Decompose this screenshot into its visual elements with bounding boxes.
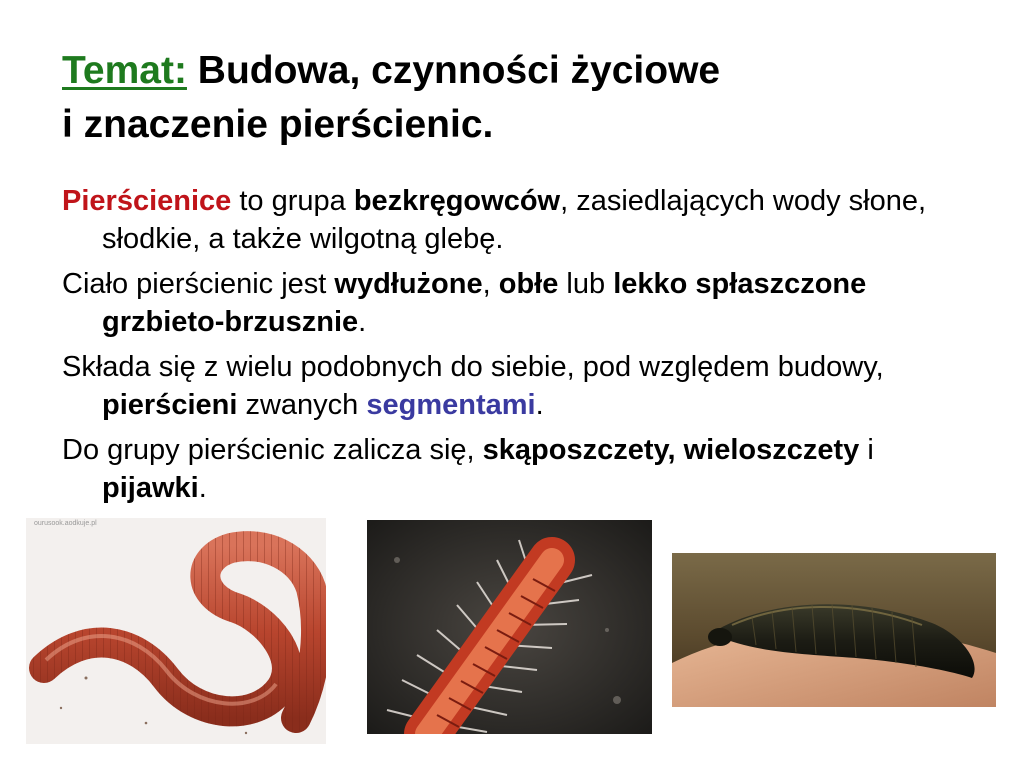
text: Do grupy pierścienic zalicza się, — [62, 434, 483, 466]
term-splaszczone: lekko spłaszczone grzbieto-brzusznie — [102, 268, 867, 338]
paragraph-4 — [62, 431, 962, 507]
term-pijawki: pijawki — [102, 472, 199, 504]
term-segmentami: segmentami — [366, 389, 536, 421]
term-wydluzone: wydłużone — [334, 268, 483, 300]
text: zwanych — [237, 389, 367, 421]
bristleworm-photo — [367, 520, 652, 734]
text: Ciało pierścienic jest — [62, 268, 335, 300]
slide-body — [62, 182, 962, 514]
paragraph-1 — [62, 182, 962, 258]
text: lub — [558, 268, 614, 300]
text: Składa się z wielu podobnych do siebie, pod względem budowy, — [62, 351, 884, 383]
term-oble: obłe — [498, 268, 559, 300]
term-wieloszczety: wieloszczety — [683, 434, 860, 466]
text: i — [859, 434, 874, 466]
text: to grupa — [231, 185, 354, 217]
text: . — [198, 472, 207, 504]
slide-title — [62, 44, 962, 152]
term-pierscieni: pierścieni — [102, 389, 238, 421]
photo-watermark: ourusook.aodkuje.pl — [34, 520, 97, 527]
text: . — [535, 389, 544, 421]
title-lead: Temat: — [62, 49, 187, 92]
text: . — [358, 306, 367, 338]
term-skaposzczety: skąposzczety, — [482, 434, 676, 466]
paragraph-2 — [62, 265, 962, 341]
bristleworm-illustration — [367, 520, 652, 734]
term-piescienice: Pierścienice — [62, 185, 232, 217]
title-line1: Budowa, czynności życiowe — [186, 49, 721, 92]
text — [676, 434, 684, 466]
leech-photo — [672, 553, 996, 707]
text: , zasiedlających wody słone, słodkie, a także wilgotną glebę. — [102, 185, 927, 255]
leech-illustration — [672, 553, 996, 707]
text: , — [482, 268, 499, 300]
title-line2: i znaczenie pierścienic. — [62, 103, 494, 146]
earthworm-illustration — [26, 518, 326, 744]
earthworm-photo — [26, 518, 326, 744]
paragraph-3 — [62, 348, 962, 424]
term-bezkregowcow: bezkręgowców — [353, 185, 561, 217]
